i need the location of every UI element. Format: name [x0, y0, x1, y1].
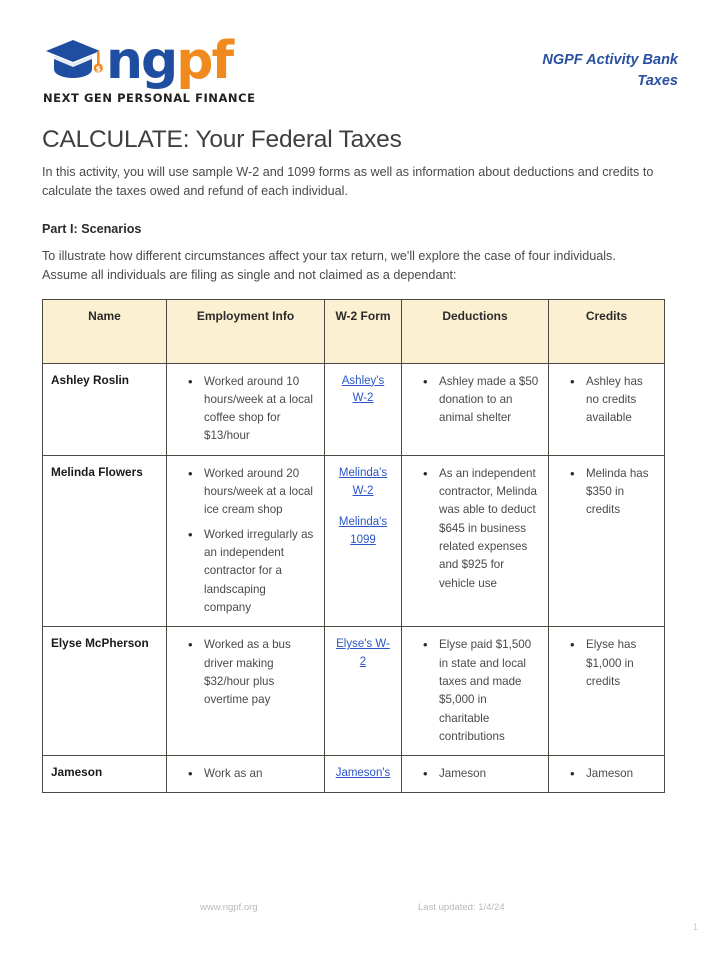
table-row [43, 455, 665, 627]
footer-website[interactable]: www.ngpf.org [200, 902, 258, 913]
scenario-forms [325, 363, 402, 455]
page-header [0, 0, 720, 118]
list-item: • Worked around 10 hours/week at a local coffee shop for $13/hour [192, 373, 316, 446]
column-header-credits: Credits [549, 299, 665, 363]
list-item: • Work as an [192, 765, 316, 783]
graduation-cap-icon [42, 34, 104, 84]
scenario-forms [325, 627, 402, 756]
activity-bank-header [542, 28, 678, 92]
w2-form-link[interactable]: Jameson's [335, 767, 391, 780]
scenario-employment [167, 627, 325, 756]
wordmark-pf: pf [176, 31, 233, 92]
ngpf-logo [42, 28, 272, 105]
w2-form-link[interactable]: Melinda's W-2 [338, 466, 388, 497]
list-item: • Melinda has $350 in credits [574, 465, 656, 520]
list-item: • Jameson [427, 765, 540, 783]
wordmark-ng: ng [106, 31, 177, 92]
scenario-deductions [402, 455, 549, 627]
list-item: • Ashley has no credits available [574, 373, 656, 428]
list-item: • Jameson [574, 765, 656, 783]
w2-form-link[interactable]: Ashley's W-2 [341, 374, 385, 405]
activity-bank-title: NGPF Activity Bank [542, 52, 678, 68]
list-item: • Elyse has $1,000 in credits [574, 636, 656, 691]
column-header-employment-info: Employment Info [167, 299, 325, 363]
scenario-credits [549, 363, 665, 455]
w2-form-link[interactable]: Elyse's W-2 [336, 638, 390, 669]
footer-page-number: 1 [692, 922, 698, 932]
scenario-name: Melinda Flowers [43, 455, 167, 627]
table-row [43, 756, 665, 793]
part-one-intro: To illustrate how different circumstances affect your tax return, we'll explore the case of four individuals. Assume all individuals are filing as single and not claimed as a dependant: [42, 249, 616, 282]
form-1099-link[interactable]: Melinda's 1099 [338, 516, 388, 547]
page-title: CALCULATE: Your Federal Taxes [42, 126, 402, 153]
scenario-deductions [402, 756, 549, 793]
table-row [43, 363, 665, 455]
svg-text:$: $ [95, 64, 102, 74]
scenario-employment [167, 455, 325, 627]
logo-tagline: NEXT GEN PERSONAL FINANCE [43, 91, 256, 105]
ngpf-wordmark [106, 31, 233, 92]
intro-paragraph: In this activity, you will use sample W-2 and 1099 forms as well as information about deductions and credits to calculate the taxes owed and refund of each individual. [42, 165, 654, 198]
scenario-deductions [402, 627, 549, 756]
table-row [43, 627, 665, 756]
scenario-credits [549, 756, 665, 793]
column-header-deductions: Deductions [402, 299, 549, 363]
part-one-heading: Part I: Scenarios [42, 222, 142, 237]
scenario-credits [549, 455, 665, 627]
scenario-employment [167, 756, 325, 793]
scenario-name: Elyse McPherson [43, 627, 167, 756]
scenario-credits [549, 627, 665, 756]
list-item: • Worked around 20 hours/week at a local ice cream shop [192, 465, 316, 520]
list-item: • Worked as a bus driver making $32/hour plus overtime pay [192, 636, 316, 709]
scenarios-table-body [43, 363, 665, 793]
scenario-employment [167, 363, 325, 455]
scenario-forms [325, 756, 402, 793]
document-content [0, 126, 720, 793]
column-header-name: Name [43, 299, 167, 363]
scenario-name: Jameson [43, 756, 167, 793]
scenario-name: Ashley Roslin [43, 363, 167, 455]
list-item: • As an independent contractor, Melinda was able to deduct $645 in business related expenses and $925 for vehicle use [427, 465, 540, 593]
activity-bank-subject: Taxes [637, 73, 678, 90]
table-header-row [43, 299, 665, 363]
scenario-deductions [402, 363, 549, 455]
footer-last-updated: Last updated: 1/4/24 [418, 902, 505, 913]
page-footer [0, 902, 720, 942]
scenario-forms [325, 455, 402, 627]
scenarios-table [42, 299, 665, 794]
list-item: • Worked irregularly as an independent contractor for a landscaping company [192, 526, 316, 618]
list-item: • Ashley made a $50 donation to an animal shelter [427, 373, 540, 428]
column-header-w2-form: W-2 Form [325, 299, 402, 363]
list-item: • Elyse paid $1,500 in state and local taxes and made $5,000 in charitable contributions [427, 636, 540, 746]
